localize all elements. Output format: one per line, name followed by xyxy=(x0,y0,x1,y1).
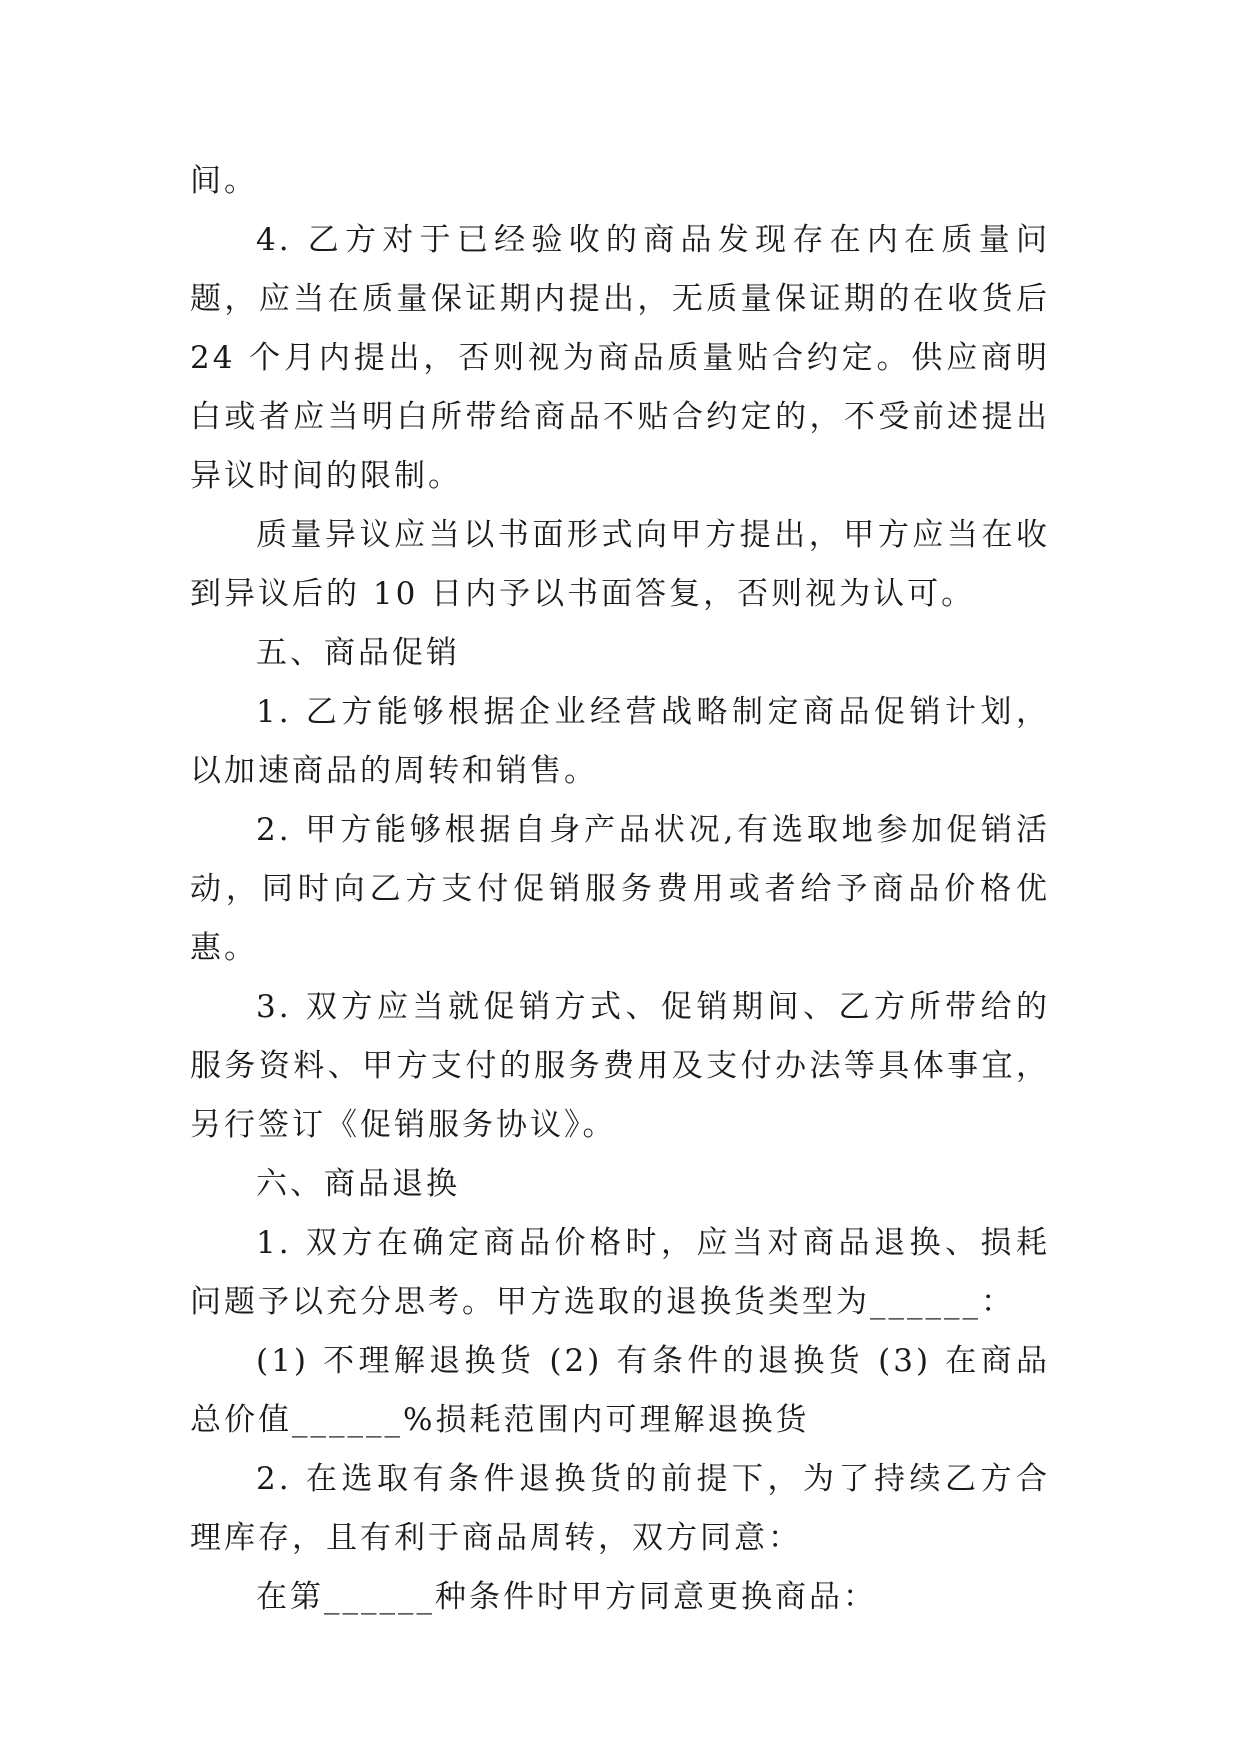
paragraph-returns-condition: 在第______种条件时甲方同意更换商品： xyxy=(256,1579,877,1615)
paragraph-clause-4-quality-objection: 4. 乙方对于已经验收的商品发现存在内在质量问题，应当在质量保证期内提出，无质量保证期的在收货后 24 个月内提出，否则视为商品质量贴合约定。供应商明白或者应当明白所带给商品不贴合约定的，不受前述提出异议时间的限制。 xyxy=(190,222,1050,494)
document-page xyxy=(190,152,1050,1627)
paragraph-promotion-3: 3. 双方应当就促销方式、促销期间、乙方所带给的服务资料、甲方支付的服务费用及支付办法等具体事宜，另行签订《促销服务协议》。 xyxy=(190,989,1050,1143)
paragraph-promotion-2: 2. 甲方能够根据自身产品状况,有选取地参加促销活动，同时向乙方支付促销服务费用或者给予商品价格优惠。 xyxy=(190,812,1050,966)
section-heading-returns: 六、商品退换 xyxy=(256,1166,460,1202)
paragraph-continuation: 间。 xyxy=(190,163,258,199)
paragraph-promotion-1: 1. 乙方能够根据企业经营战略制定商品促销计划，以加速商品的周转和销售。 xyxy=(190,694,1050,789)
paragraph-returns-1: 1. 双方在确定商品价格时，应当对商品退换、损耗问题予以充分思考。甲方选取的退换货类型为______： xyxy=(190,1225,1050,1320)
paragraph-returns-options: (1) 不理解退换货 (2) 有条件的退换货 (3) 在商品总价值______%损耗范围内可理解退换货 xyxy=(190,1343,1050,1438)
section-heading-promotion: 五、商品促销 xyxy=(256,635,460,671)
paragraph-written-objection: 质量异议应当以书面形式向甲方提出，甲方应当在收到异议后的 10 日内予以书面答复，否则视为认可。 xyxy=(190,517,1050,612)
paragraph-returns-2: 2. 在选取有条件退换货的前提下，为了持续乙方合理库存，且有利于商品周转，双方同意： xyxy=(190,1461,1050,1556)
